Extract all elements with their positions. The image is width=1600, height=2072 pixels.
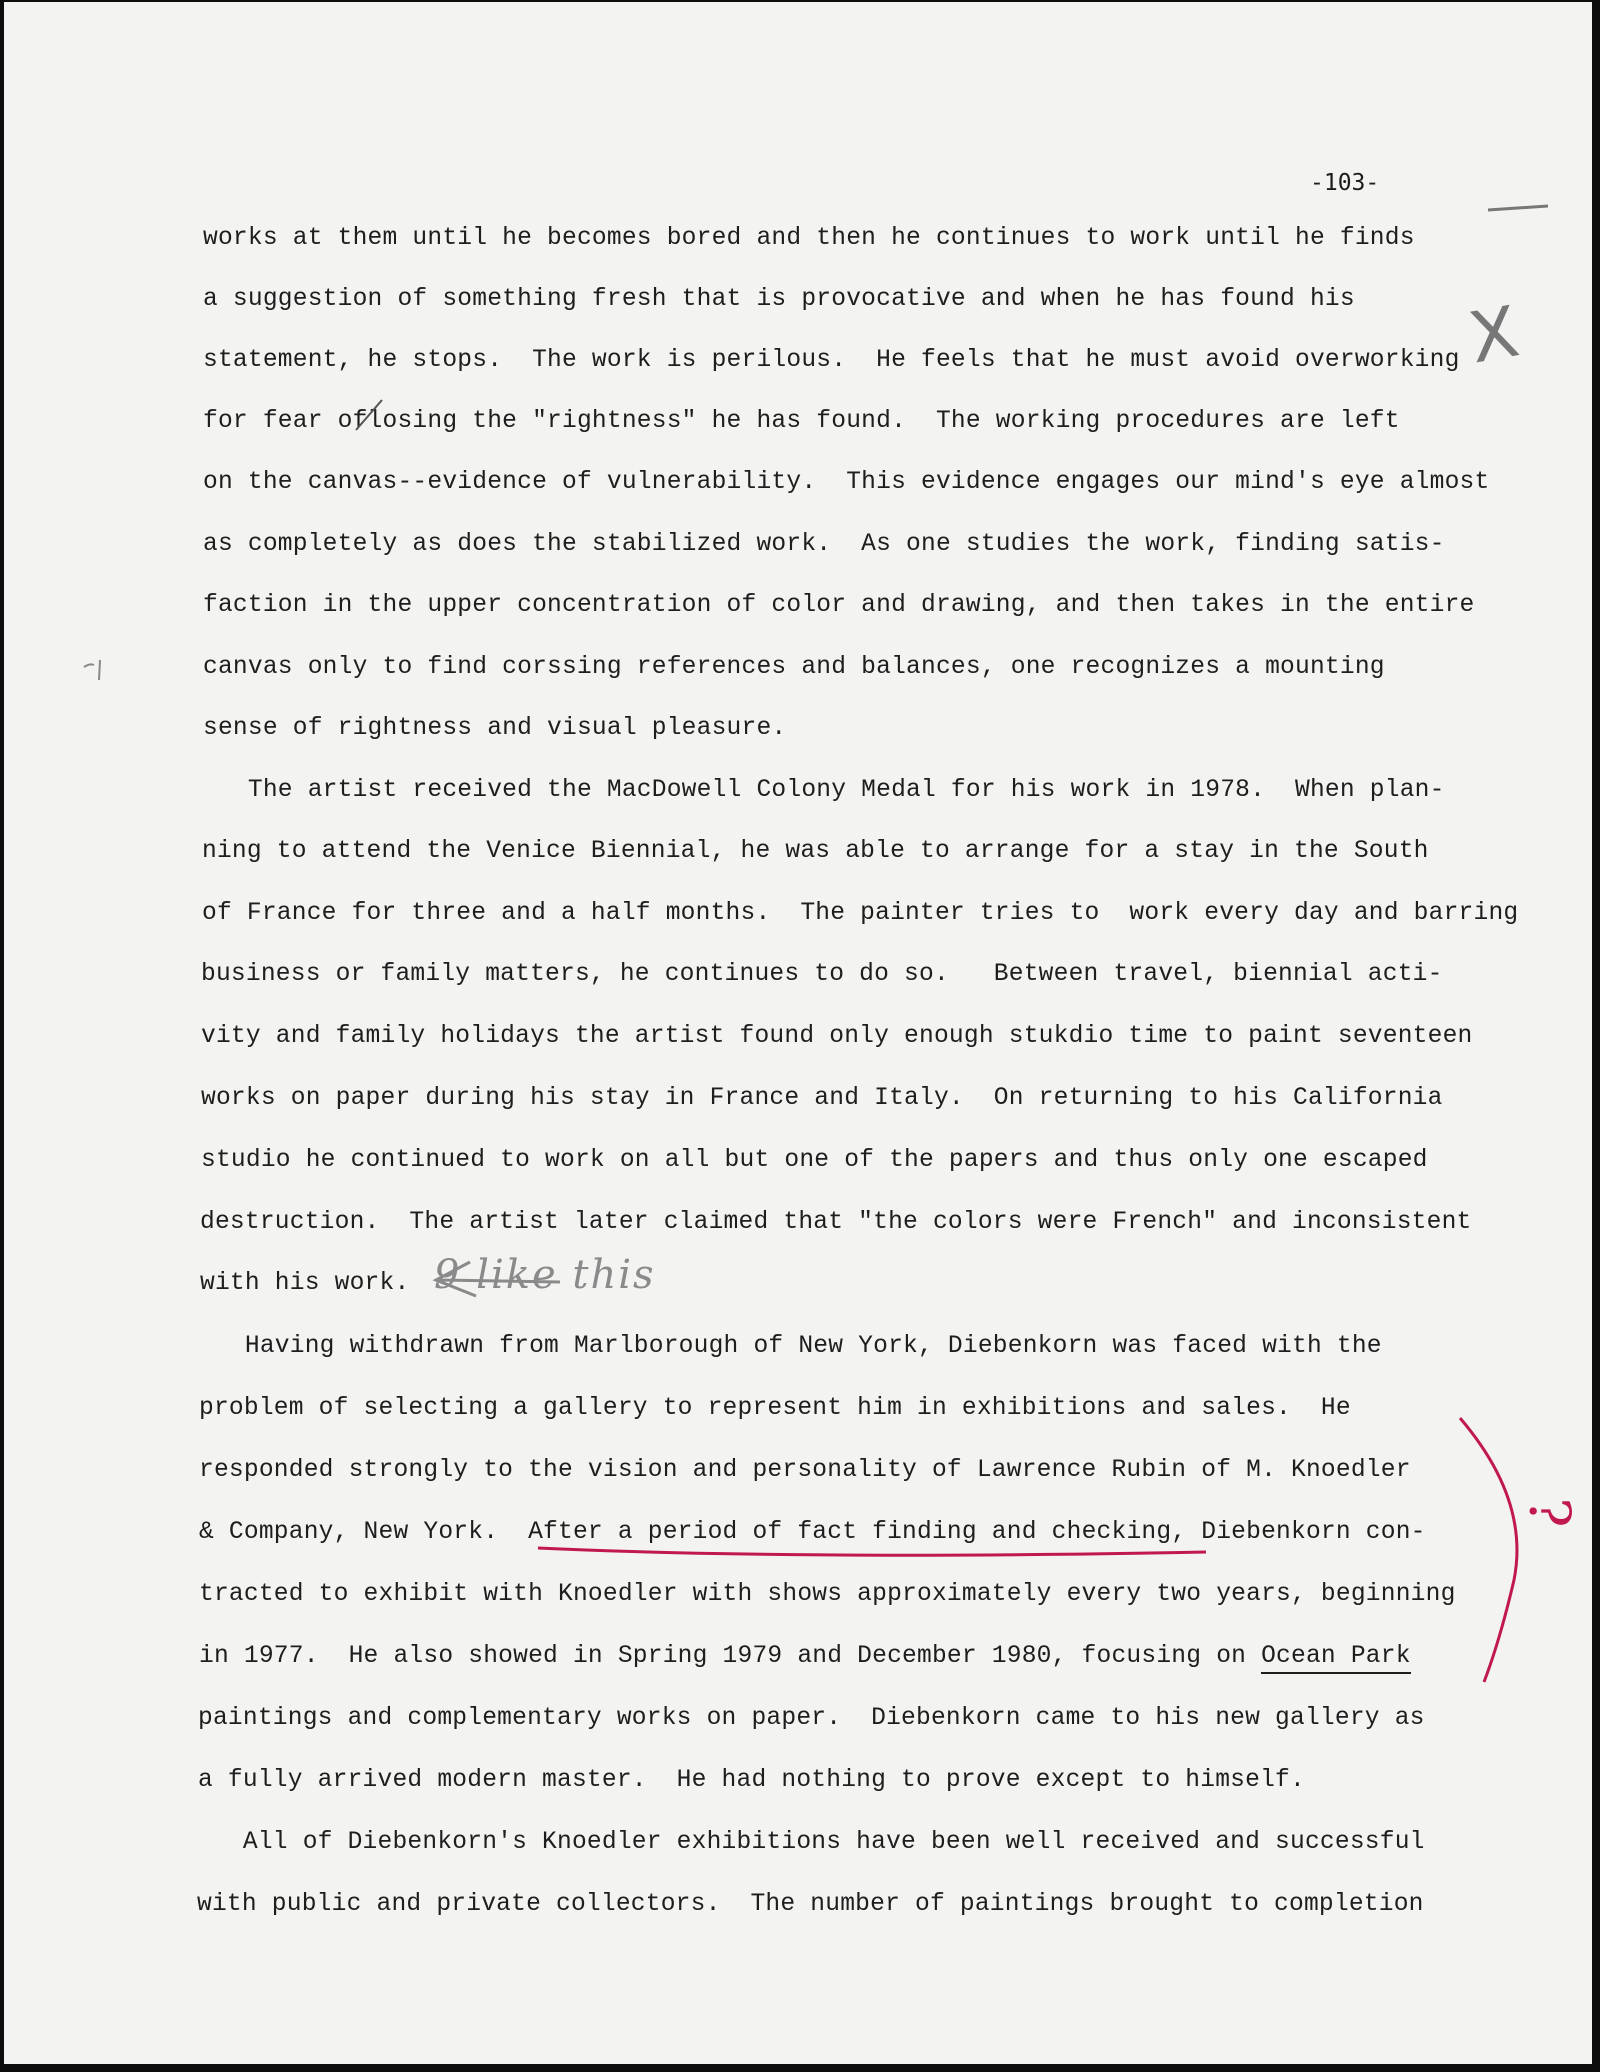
text-line: studio he continued to work on all but one of the papers and thus only one escaped <box>201 1147 1428 1174</box>
document-page <box>4 2 1592 2064</box>
text-line: canvas only to find corssing references and balances, one recognizes a mounting <box>203 654 1385 681</box>
text-line: paintings and complementary works on paper. Diebenkorn came to his new gallery as <box>198 1705 1425 1732</box>
text-segment: in 1977. He also showed in Spring 1979 and December 1980, focusing on <box>199 1643 1262 1670</box>
text-segment: & Company, New York. <box>199 1519 529 1546</box>
text-line: sense of rightness and visual pleasure. <box>203 715 787 742</box>
text-line: for fear oflosing the "rightness" he has found. The working procedures are left <box>203 408 1400 435</box>
text-line: business or family matters, he continues to do so. Between travel, biennial acti- <box>201 961 1443 988</box>
text-segment: Diebenkorn con- <box>1186 1519 1426 1546</box>
text-line: The artist received the MacDowell Colony Medal for his work in 1978. When plan- <box>203 777 1445 804</box>
text-line: on the canvas--evidence of vulnerability. This evidence engages our mind's eye almost <box>203 469 1490 496</box>
text-line: a fully arrived modern master. He had nothing to prove except to himself. <box>198 1767 1305 1794</box>
text-line: works on paper during his stay in France and Italy. On returning to his California <box>201 1085 1443 1112</box>
text-line: ning to attend the Venice Biennial, he was able to arrange for a stay in the South <box>202 838 1429 865</box>
underlined-title: Ocean Park <box>1261 1643 1411 1674</box>
text-line: of France for three and a half months. The painter tries to work every day and barring <box>202 900 1519 927</box>
text-line: with public and private collectors. The number of paintings brought to completion <box>197 1891 1424 1918</box>
margin-x-mark: X <box>1463 290 1525 380</box>
text-line <box>199 1643 1411 1670</box>
text-line: Having withdrawn from Marlborough of New York, Diebenkorn was faced with the <box>200 1333 1382 1360</box>
margin-query-mark: ? <box>1516 1497 1582 1528</box>
text-line: faction in the upper concentration of color and drawing, and then takes in the entire <box>203 592 1475 619</box>
text-line: as completely as does the stabilized work. As one studies the work, finding satis- <box>203 531 1445 558</box>
page-number: -103- <box>1310 170 1380 196</box>
text-line: responded strongly to the vision and personality of Lawrence Rubin of M. Knoedler <box>199 1457 1411 1484</box>
text-line: vity and family holidays the artist found only enough stukdio time to paint seventeen <box>201 1023 1473 1050</box>
text-line: works at them until he becomes bored and then he continues to work until he finds <box>203 225 1415 252</box>
text-line: All of Diebenkorn's Knoedler exhibitions have been well received and successful <box>198 1829 1425 1856</box>
text-line: tracted to exhibit with Knoedler with shows approximately every two years, beginning <box>199 1581 1456 1608</box>
text-line: problem of selecting a gallery to represent him in exhibitions and sales. He <box>199 1395 1351 1422</box>
text-line: destruction. The artist later claimed that "the colors were French" and inconsistent <box>200 1209 1472 1236</box>
text-line: statement, he stops. The work is perilous. He feels that he must avoid overworking <box>203 347 1460 374</box>
text-line <box>199 1519 1426 1546</box>
handwritten-note: 9 like this <box>434 1252 656 1298</box>
text-line: a suggestion of something fresh that is provocative and when he has found his <box>203 286 1355 313</box>
text-line: with his work. <box>200 1270 410 1297</box>
underlined-phrase: After a period of fact finding and checking, <box>528 1519 1187 1546</box>
